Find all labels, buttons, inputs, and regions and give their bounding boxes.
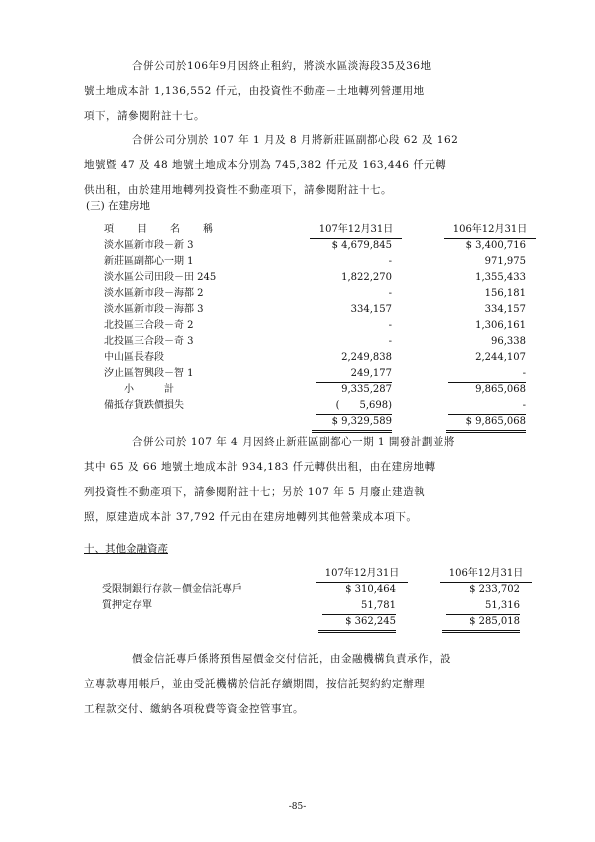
table-header-row [0,222,595,238]
allowance-row [0,398,595,414]
text-line: 合併公司於106年9月因終止租約，將淡水區淡海段35及36地 [132,60,432,72]
table-row [0,318,595,334]
column-header-2018: 107年12月31日 [316,566,408,583]
value-2017: $ 285,018 [442,614,520,633]
row-label: 質押定存單 [102,600,152,611]
value-2017: 51,316 [446,598,520,615]
value-2017: 9,865,068 [475,384,526,395]
value-2018: - [388,336,392,347]
value-2018: 1,822,270 [341,272,392,283]
value-2017: $ 9,865,068 [446,414,526,433]
text-line: 列投資性不動產項下，請參閱附註十七；另於 107 年 5 月廢止建造執 [84,486,426,498]
value-2018: 9,335,287 [341,384,392,395]
table-row [0,350,595,366]
value-2018: $ 362,245 [318,614,396,633]
text-line: 立專款專用帳戶，並由受託機構於信託存續期間，按信託契約約定辦理 [84,678,425,690]
row-label: 汐止區智興段－智 1 [104,368,194,379]
row-label: 小 計 [124,384,174,395]
text-line: 其中 65 及 66 地號土地成本計 934,183 仟元轉供出租，由在建房地轉 [84,461,436,473]
paragraph-trust-account [84,647,554,722]
page-number: -85- [288,802,307,812]
subtotal-row [0,382,595,398]
text-line: 工程款交付、繳納各項稅費等資金控管事宜。 [84,703,304,715]
row-label: 淡水區新市段－海都 3 [104,304,204,315]
row-label: 新莊區副都心一期 1 [104,256,194,267]
value-2018: ( 5,698) [316,398,392,415]
value-2017: 971,975 [484,256,526,267]
paragraph-land-lease-2018 [84,128,554,203]
text-line: 供出租，由於建用地轉列投資性不動產項下，請參閱附註十七。 [84,184,392,196]
value-2017: $ 3,400,716 [465,240,526,251]
row-label: 北投區三合段－奇 2 [104,320,194,331]
text-line: 項下，請參閱附註十七。 [84,110,205,122]
value-2017: 1,355,433 [475,272,526,283]
value-2017: 2,244,107 [475,352,526,363]
total-row [0,414,595,430]
value-2017: $ 233,702 [469,584,520,595]
table-row [0,582,595,598]
column-header-2017: 106年12月31日 [440,566,532,583]
row-label: 淡水區新市段－新 3 [104,240,194,251]
row-label: 備抵存貨跌價損失 [104,400,184,411]
row-label: 北投區三合段－奇 3 [104,336,194,347]
paragraph-land-transfer-2017 [84,54,554,129]
value-2018: 249,177 [316,366,392,383]
column-header-item: 項 目 名 稱 [104,224,214,235]
value-2018: 334,157 [350,304,392,315]
table-row [0,254,595,270]
row-label: 淡水區公司田段－田 245 [104,272,217,283]
value-2017: - [448,398,526,415]
text-line: 照，原建造成本計 37,792 仟元由在建房地轉列其他營業成本項下。 [84,511,418,523]
text-line: 號土地成本計 1,136,552 仟元，由投資性不動產－土地轉列營運用地 [84,85,425,97]
value-2017: 156,181 [484,288,526,299]
column-header-2018: 107年12月31日 [310,222,402,239]
text-line: 價金信託專戶係將預售屋價金交付信託，由金融機構負責承作，設 [132,653,451,665]
value-2018: $ 4,679,845 [331,240,392,251]
table-row [0,238,595,254]
table-row [0,598,595,614]
row-label: 淡水區新市段－海都 2 [104,288,204,299]
value-2018: 2,249,838 [341,352,392,363]
column-header-2017: 106年12月31日 [444,222,536,239]
total-row [0,614,595,630]
row-label: 中山區長春段 [104,352,164,363]
section-title-other-financial-assets: 十、其他金融資產 [84,543,168,555]
value-2017: 334,157 [484,304,526,315]
table-row [0,302,595,318]
value-2018: 51,781 [322,598,396,615]
text-line: 合併公司於 107 年 4 月因終止新莊區副都心一期 1 開發計劃並將 [132,436,455,448]
section-title-construction-in-progress: (三) 在建房地 [86,200,151,212]
table-row [0,366,595,382]
text-line: 合併公司分別於 107 年 1 月及 8 月將新莊區副都心段 62 及 162 [132,134,459,146]
paragraph-development-termination [84,430,554,530]
value-2018: - [388,320,392,331]
value-2018: $ 9,329,589 [312,414,392,433]
value-2018: - [388,256,392,267]
value-2018: - [388,288,392,299]
table-row [0,334,595,350]
value-2017: - [448,366,526,383]
text-line: 地號暨 47 及 48 地號土地成本分別為 745,382 仟元及 163,446 仟元轉 [84,159,447,171]
table-row [0,286,595,302]
table-header-row [0,566,595,582]
value-2017: 1,306,161 [475,320,526,331]
row-label: 受限制銀行存款－價金信託專戶 [102,584,242,595]
value-2018: $ 310,464 [345,584,396,595]
value-2017: 96,338 [491,336,526,347]
table-row [0,270,595,286]
